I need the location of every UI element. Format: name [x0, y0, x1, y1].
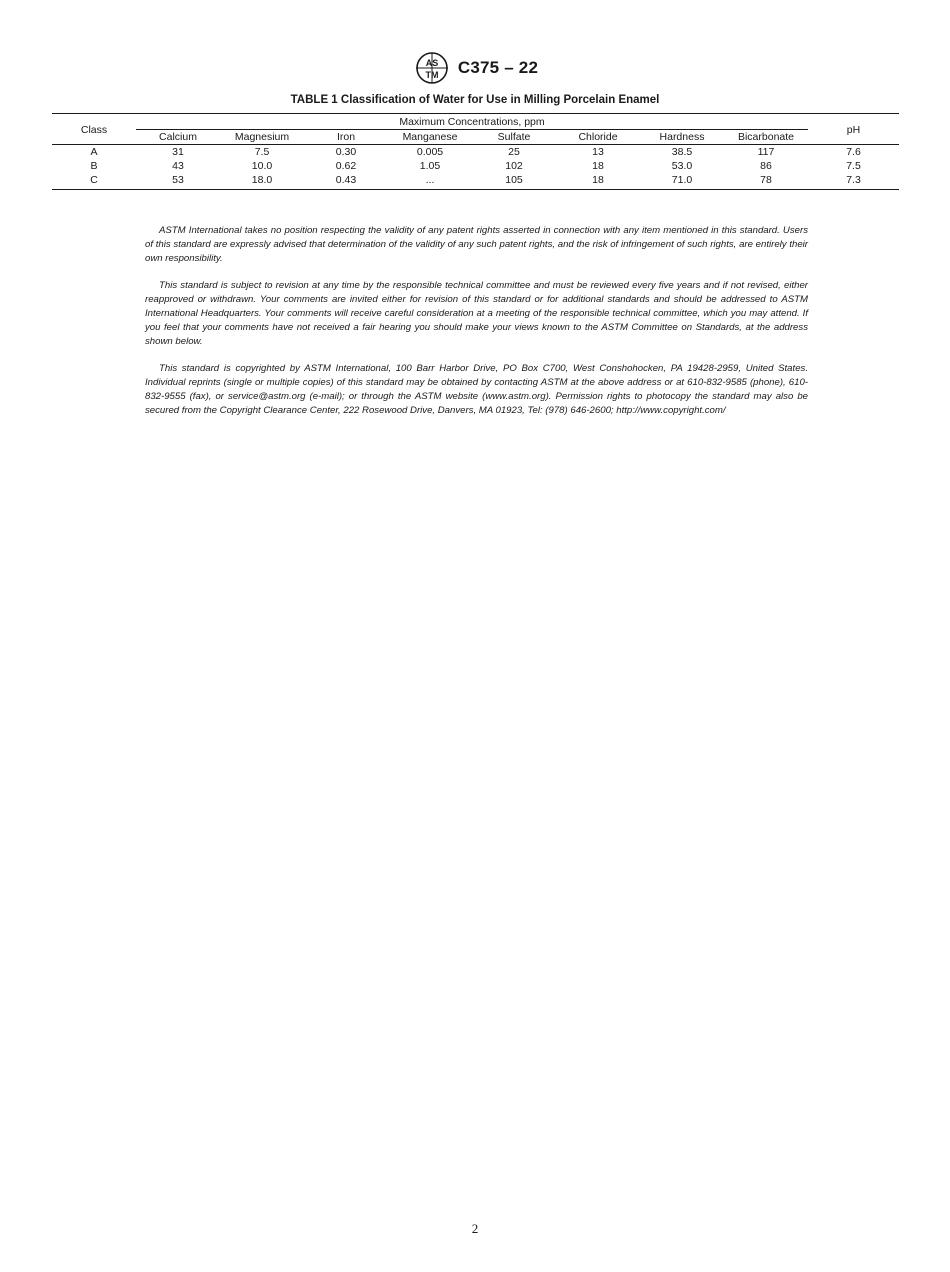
value-cell: 0.30: [335, 146, 357, 158]
column-header: Calcium: [136, 130, 220, 145]
class-cell: B: [90, 160, 98, 172]
ph-cell: 7.3: [846, 174, 861, 186]
column-header: Magnesium: [220, 130, 304, 145]
astm-logo-icon: [412, 50, 452, 86]
value-cell: 102: [505, 160, 523, 172]
value-cell: 10.0: [251, 160, 273, 172]
value-cell: 7.5: [254, 146, 270, 158]
value-cell: 31: [172, 146, 184, 158]
column-header: Hardness: [640, 130, 724, 145]
table-row: [52, 173, 899, 190]
class-header: Class: [52, 114, 136, 145]
value-cell: 105: [505, 174, 523, 186]
value-cell: 25: [508, 146, 520, 158]
revision-notice: This standard is subject to revision at any time by the responsible technical committee and must be reviewed every five years and if not revised, either reapproved or withdrawn. Your comments are invited either for revision of this standard or for additional standards and should be addressed to ASTM International Headquarters. Your comments will receive careful consideration at a meeting of the responsible technical committee, which you may attend. If you feel that your comments have not received a fair hearing you should make your views known to the ASTM Committee on Standards, at the address shown below.: [145, 280, 808, 347]
page-number: 2: [471, 1221, 479, 1236]
value-cell: 13: [592, 146, 604, 158]
classification-table: [52, 113, 899, 190]
value-cell: 71.0: [671, 174, 693, 186]
copyright-notice: This standard is copyrighted by ASTM International, 100 Barr Harbor Drive, PO Box C700, West Conshohocken, PA 19428-2959, United States. Individual reprints (single or multiple copies) of this standard may be obtained by contacting ASTM at the above address or at 610-832-9585 (phone), 610-832-9555 (fax), or service@astm.org (e-mail); or through the ASTM website (www.astm.org). Permission rights to photocopy the standard may also be secured from the Copyright Clearance Center, 222 Rosewood Drive, Danvers, MA 01923, Tel: (978) 646-2600; http://www.copyright.com/: [145, 363, 808, 416]
value-cell: 1.05: [419, 160, 441, 172]
column-header: Iron: [304, 130, 388, 145]
concentration-group-header: Maximum Concentrations, ppm: [136, 114, 808, 130]
value-cell: 18: [592, 160, 604, 172]
table-row: [52, 159, 899, 173]
value-cell: 53: [172, 174, 184, 186]
class-cell: C: [90, 174, 98, 186]
class-cell: A: [90, 146, 98, 158]
value-cell: 38.5: [671, 146, 693, 158]
value-cell: 0.62: [335, 160, 357, 172]
document-header: [0, 50, 950, 86]
ph-cell: 7.6: [846, 146, 861, 158]
value-cell: 0.43: [335, 174, 357, 186]
value-cell: 18.0: [251, 174, 273, 186]
svg-text:AS: AS: [425, 58, 439, 68]
svg-text:TM: TM: [425, 70, 439, 80]
value-cell: 78: [760, 174, 772, 186]
table-row: [52, 145, 899, 160]
column-header: Manganese: [388, 130, 472, 145]
patent-notice: ASTM International takes no position respecting the validity of any patent rights asserted in connection with any item mentioned in this standard. Users of this standard are expressly advised that determination of the validity of any such patent rights, and the risk of infringement of such rights, are entirely their own responsibility.: [145, 225, 808, 264]
ph-cell: 7.5: [846, 160, 861, 172]
value-cell: 43: [172, 160, 184, 172]
value-cell: ...: [425, 174, 435, 186]
ph-header: pH: [808, 114, 899, 145]
column-header: Bicarbonate: [724, 130, 808, 145]
document-code: C375 – 22: [457, 58, 539, 77]
value-cell: 18: [592, 174, 604, 186]
table-title: TABLE 1 Classification of Water for Use in Milling Porcelain Enamel: [290, 94, 660, 106]
value-cell: 86: [760, 160, 772, 172]
column-header: Chloride: [556, 130, 640, 145]
legal-notices: [145, 224, 808, 431]
value-cell: 53.0: [671, 160, 693, 172]
value-cell: 117: [757, 146, 775, 158]
column-header: Sulfate: [472, 130, 556, 145]
value-cell: 0.005: [416, 146, 444, 158]
